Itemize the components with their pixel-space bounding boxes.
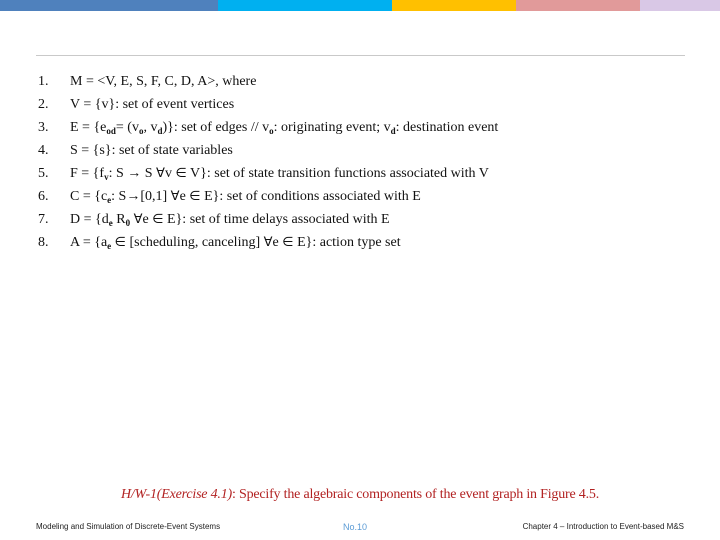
item-number: 7. — [38, 212, 49, 227]
top-bar-segment — [0, 0, 218, 11]
item-text — [70, 72, 256, 92]
math-symbol: ∈ — [189, 189, 201, 204]
item-text — [70, 95, 234, 115]
math-symbol: ∈ — [175, 166, 187, 181]
item-number: 8. — [38, 235, 49, 250]
top-bar-segment — [516, 0, 640, 11]
text-run: v — [164, 166, 176, 181]
model-definition-list — [38, 72, 698, 256]
definition-item — [38, 210, 698, 233]
text-run: )}: set of edges // v — [162, 120, 270, 135]
definition-item — [38, 95, 698, 118]
definition-item — [38, 72, 698, 95]
subscript: e — [108, 218, 113, 228]
math-symbol: ∈ — [282, 235, 294, 250]
homework-reference: H/W-1(Exercise 4.1) — [120, 487, 232, 502]
item-text — [70, 118, 498, 138]
item-number: 1. — [38, 74, 49, 89]
subscript: v — [104, 172, 109, 182]
text-run: F = {f — [70, 166, 105, 181]
text-run: , v — [143, 120, 158, 135]
item-text — [70, 187, 421, 207]
text-run: V}: set of state transition functions associated with V — [186, 166, 489, 181]
footer-chapter-title: Chapter 4 – Introduction to Event-based M&S — [522, 522, 684, 531]
text-run: E}: set of conditions associated with E — [200, 189, 421, 204]
text-run: D = {d — [70, 212, 109, 227]
definition-item — [38, 187, 698, 210]
math-symbol: ∀ — [156, 166, 165, 181]
subscript: d — [390, 126, 396, 136]
item-number: 3. — [38, 120, 49, 135]
item-number: 4. — [38, 143, 49, 158]
subscript: od — [106, 126, 116, 136]
definition-item — [38, 164, 698, 187]
item-text — [70, 164, 489, 184]
subscript: o — [269, 126, 274, 136]
footer-course-title: Modeling and Simulation of Discrete-Event Systems — [36, 522, 221, 531]
text-run: E}: action type set — [293, 235, 401, 250]
text-run: S = {s}: set of state variables — [70, 143, 233, 158]
text-run: C = {c — [70, 189, 108, 204]
text-run: = (v — [115, 120, 139, 135]
text-run: e — [272, 235, 283, 250]
footer-page-number: No.10 — [342, 522, 368, 532]
text-run: A = {a — [70, 235, 108, 250]
item-text — [70, 210, 390, 230]
math-symbol: ∈ — [114, 235, 126, 250]
text-run: : S→[0,1] — [111, 189, 171, 204]
item-number: 5. — [38, 166, 49, 181]
item-text — [70, 233, 401, 253]
math-symbol: ∀ — [170, 189, 180, 204]
text-run: E}: set of time delays associated with E — [163, 212, 390, 227]
subscript: e — [107, 195, 112, 205]
item-text — [70, 141, 233, 161]
text-run: : originating event; v — [273, 120, 391, 135]
text-run: e — [179, 189, 190, 204]
definition-item — [38, 118, 698, 141]
text-run: R — [112, 212, 126, 227]
homework-text: : Specify the algebraic components of the event graph in Figure 4.5. — [232, 487, 600, 502]
subscript: d — [157, 126, 163, 136]
definition-item — [38, 141, 698, 164]
text-run: V = {v}: set of event vertices — [70, 97, 235, 112]
header-rule — [36, 55, 685, 56]
top-bar-segment — [392, 0, 516, 11]
text-run: : S → S — [108, 166, 157, 181]
item-number: 6. — [38, 189, 49, 204]
text-run: E = {e — [70, 120, 107, 135]
item-number: 2. — [38, 97, 49, 112]
math-symbol: ∀ — [133, 212, 143, 227]
definition-item — [38, 233, 698, 256]
top-bar-segment — [640, 0, 720, 11]
text-run: : destination event — [395, 120, 499, 135]
homework-note — [0, 487, 720, 503]
text-run: [scheduling, canceling] — [126, 235, 264, 250]
top-bar-segment — [218, 0, 392, 11]
top-color-bar — [0, 0, 720, 11]
subscript: o — [138, 126, 144, 136]
subscript: 0 — [125, 218, 131, 228]
text-run: e — [142, 212, 153, 227]
math-symbol: ∈ — [152, 212, 164, 227]
math-symbol: ∀ — [263, 235, 273, 250]
text-run: M = <V, E, S, F, C, D, A>, where — [70, 74, 257, 89]
subscript: e — [107, 241, 112, 251]
